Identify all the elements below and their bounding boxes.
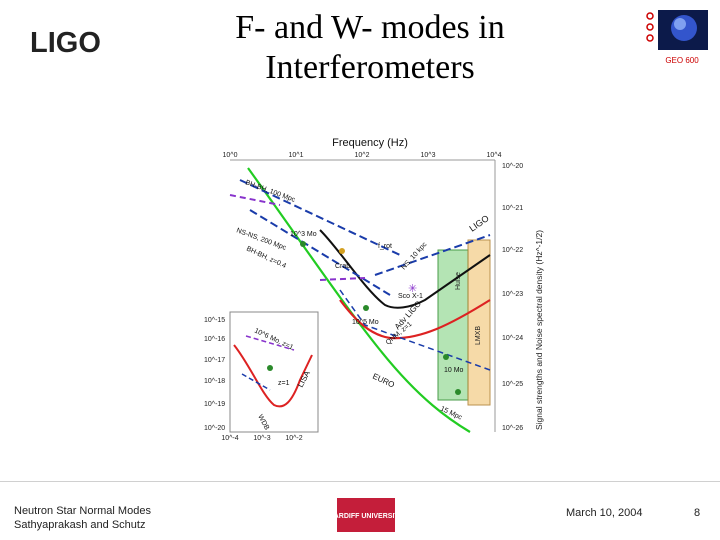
geo-logo-dot-1 — [647, 13, 653, 19]
sco-x1-marker: ✳ — [408, 283, 418, 295]
right-axis-label: Signal strengths and Noise spectral density (Hz^-1/2) — [534, 229, 544, 430]
mass-1e5-marker — [363, 305, 369, 311]
right-tick-label: 10^-26 — [502, 425, 524, 432]
slide-title — [160, 8, 580, 88]
adv-ligo-label: Adv LIGO — [392, 299, 423, 332]
ligo-logo-text: LIGO — [30, 27, 101, 59]
mass-1e5-label: 10^5 Mo — [352, 319, 379, 326]
mass-10-label: 10 Mo — [444, 367, 464, 374]
left-tick-label: 10^-20 — [204, 425, 226, 432]
ns-10kpc-label: NS, 10 kpc — [400, 241, 429, 272]
footer-credits — [14, 504, 151, 532]
mass-1e6-label: 10^6 Mo, z=1 — [253, 327, 295, 352]
lisa-label: LISA — [295, 369, 312, 389]
cardiff-logo-text: CARDIFF UNIVERSITY — [328, 513, 404, 520]
wdb-label: WDB — [256, 413, 271, 432]
mass-z-label: z=1 — [278, 380, 290, 387]
lisa-mass-marker — [267, 365, 273, 371]
slide-title-line1: F- and W- modes in — [235, 9, 505, 46]
ligo-logo — [30, 20, 110, 62]
lmxb-label: LMXB — [475, 325, 482, 345]
right-tick-label: 10^-21 — [502, 205, 524, 212]
right-tick-label: 10^-23 — [502, 291, 524, 298]
geo600-logo — [640, 8, 710, 66]
x-axis-title: Frequency (Hz) — [332, 137, 408, 149]
footer-line2: Sathyaprakash and Schutz — [14, 519, 146, 531]
bh-bh-z-label: BH-BH, z=0.4 — [245, 245, 288, 270]
ligo-label: LIGO — [467, 213, 491, 234]
x-tick-label: 10^1 — [288, 152, 304, 159]
x-tick-label: 10^-4 — [221, 435, 239, 442]
geo-logo-dot-3 — [647, 35, 653, 41]
bh-bh-label: BH-BH, 100 Mpc — [244, 179, 297, 204]
x-tick-label: 10^-2 — [285, 435, 303, 442]
x-tick-label: 10^3 — [420, 152, 436, 159]
geo-logo-dot-2 — [647, 24, 653, 30]
ns-ns-label: NS-NS, 200 Mpc — [235, 227, 288, 252]
crab-label: Crab — [335, 263, 351, 270]
left-tick-label: 10^-16 — [204, 336, 226, 343]
sco-x1-label: Sco X-1 — [398, 293, 423, 300]
z-curve-1 — [230, 195, 280, 205]
footer-date: March 10, 2004 — [566, 507, 643, 519]
footer-divider — [0, 481, 720, 482]
left-tick-label: 10^-17 — [204, 357, 226, 364]
x-tick-label: 10^-3 — [253, 435, 271, 442]
mass-10b-marker — [455, 389, 461, 395]
f-rot-label: f_rot — [378, 243, 393, 250]
x-tick-label: 10^2 — [354, 152, 370, 159]
mass-1e3-marker — [300, 241, 306, 247]
mass-1e3-label: 10^3 Mo — [290, 231, 317, 238]
gw-sensitivity-figure — [190, 137, 550, 442]
x-tick-label: 10^0 — [222, 152, 238, 159]
right-tick-label: 10^-22 — [502, 247, 524, 254]
right-tick-label: 10^-24 — [502, 335, 524, 342]
left-tick-label: 10^-19 — [204, 401, 226, 408]
right-tick-label: 10^-20 — [502, 163, 524, 170]
qnm-label: QNM, z=1 — [384, 320, 414, 347]
hf-band-label: Hulse — [455, 272, 462, 290]
15mpc-label: 15 Mpc — [439, 405, 463, 422]
euro-label: EURO — [371, 371, 396, 390]
left-tick-label: 10^-15 — [204, 317, 226, 324]
mass-10-marker — [443, 354, 449, 360]
slide-title-line2: Interferometers — [265, 49, 475, 86]
lmxb-band-region — [468, 240, 490, 405]
cardiff-university-logo — [328, 498, 404, 532]
x-tick-label: 10^4 — [486, 152, 502, 159]
page-number: 8 — [694, 507, 701, 519]
left-tick-label: 10^-18 — [204, 378, 226, 385]
footer-line1: Neutron Star Normal Modes — [14, 505, 151, 517]
right-tick-label: 10^-25 — [502, 381, 524, 388]
geo-logo-highlight — [674, 18, 686, 30]
geo-logo-text: GEO 600 — [665, 56, 699, 65]
ns-ns-200mpc-curve — [250, 210, 393, 295]
crab-marker — [339, 248, 345, 254]
